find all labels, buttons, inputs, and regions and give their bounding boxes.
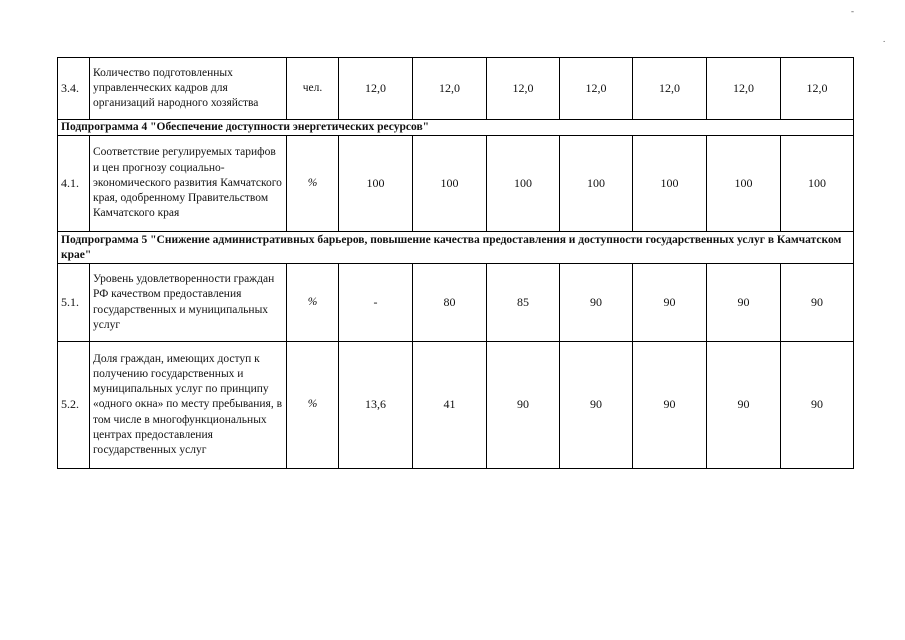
subprogram-title: Подпрограмма 4 "Обеспечение доступности энергетических ресурсов" — [58, 120, 854, 136]
indicator-code: 5.2. — [58, 342, 90, 469]
indicator-value: - — [339, 264, 413, 342]
indicator-description: Соответствие регулируемых тарифов и цен прогнозу социально-экономического развития Камчатского края, одобренному Правительством Камчатского края — [90, 136, 287, 232]
indicator-value: 12,0 — [781, 58, 854, 120]
indicator-value: 100 — [487, 136, 560, 232]
indicator-value: 12,0 — [487, 58, 560, 120]
indicator-value: 100 — [781, 136, 854, 232]
indicator-value: 90 — [487, 342, 560, 469]
table-body — [58, 58, 854, 469]
indicator-unit: % — [287, 342, 339, 469]
subprogram-title: Подпрограмма 5 "Снижение административных барьеров, повышение качества предоставления и доступности государственных услуг в Камчатском крае" — [58, 232, 854, 264]
indicator-description: Количество подготовленных управленческих кадров для организаций народного хозяйства — [90, 58, 287, 120]
indicator-value: 100 — [560, 136, 633, 232]
subprogram-header-row — [58, 232, 854, 264]
indicator-value: 90 — [707, 264, 781, 342]
indicator-row — [58, 342, 854, 469]
indicator-value: 90 — [560, 264, 633, 342]
indicator-value: 100 — [339, 136, 413, 232]
indicator-value: 100 — [413, 136, 487, 232]
indicator-value: 100 — [633, 136, 707, 232]
indicator-row — [58, 58, 854, 120]
indicator-value: 90 — [633, 342, 707, 469]
indicator-value: 100 — [707, 136, 781, 232]
indicator-code: 5.1. — [58, 264, 90, 342]
indicators-table — [57, 57, 854, 469]
indicator-unit: чел. — [287, 58, 339, 120]
indicator-value: 41 — [413, 342, 487, 469]
indicator-value: 90 — [560, 342, 633, 469]
indicator-value: 90 — [633, 264, 707, 342]
indicator-value: 12,0 — [560, 58, 633, 120]
indicator-code: 4.1. — [58, 136, 90, 232]
indicator-code: 3.4. — [58, 58, 90, 120]
subprogram-header-row — [58, 120, 854, 136]
top-dash-mark: - — [851, 6, 854, 16]
indicator-description: Доля граждан, имеющих доступ к получению государственных и муниципальных услуг по принципу «одного окна» по месту пребывания, в том числе в многофункциональных центрах предоставления государственных услуг — [90, 342, 287, 469]
corner-dot-mark: . — [883, 34, 886, 44]
indicator-value: 12,0 — [413, 58, 487, 120]
indicator-unit: % — [287, 136, 339, 232]
indicator-value: 90 — [707, 342, 781, 469]
indicator-description: Уровень удовлетворенности граждан РФ качеством предоставления государственных и муниципальных услуг — [90, 264, 287, 342]
indicator-value: 12,0 — [339, 58, 413, 120]
indicator-unit: % — [287, 264, 339, 342]
indicator-value: 90 — [781, 342, 854, 469]
indicator-row — [58, 264, 854, 342]
indicator-value: 80 — [413, 264, 487, 342]
indicator-value: 85 — [487, 264, 560, 342]
indicator-value: 12,0 — [633, 58, 707, 120]
indicator-value: 90 — [781, 264, 854, 342]
indicator-row — [58, 136, 854, 232]
indicator-value: 13,6 — [339, 342, 413, 469]
indicator-value: 12,0 — [707, 58, 781, 120]
